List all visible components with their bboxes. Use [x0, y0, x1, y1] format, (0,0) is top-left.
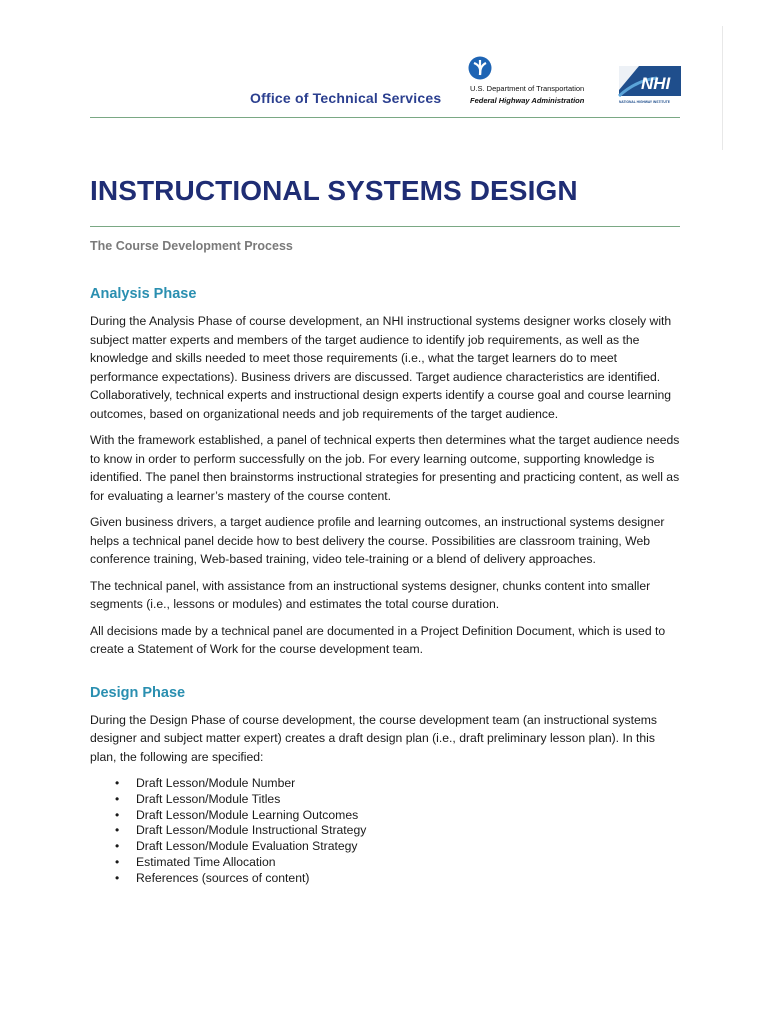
dot-line2: Federal Highway Administration [470, 96, 585, 105]
list-item [90, 839, 680, 855]
design-plan-list [90, 776, 680, 887]
list-item-text: Estimated Time Allocation [136, 854, 276, 869]
list-item [90, 823, 680, 839]
nhi-tagline: NATIONAL HIGHWAY INSTITUTE [619, 100, 670, 104]
analysis-paragraph-1: During the Analysis Phase of course development, an NHI instructional systems designer works closely with subject matter experts and members of the target audience to identify job requirements, as well as the knowledge and skills needed to meet those requirements (i.e., what the target learners do to meet performance expectations). Business drivers are discussed. Target audience characteristics are identified. Collaboratively, technical experts and instructional design experts identify a course goal and course learning outcomes, based on organizational needs and job requirements of the target audience. [90, 314, 672, 421]
nhi-logo-icon [617, 66, 681, 106]
title-divider [90, 226, 680, 227]
document-title: INSTRUCTIONAL SYSTEMS DESIGN [90, 175, 578, 206]
document-body [90, 286, 680, 887]
bullet-icon: • [115, 823, 120, 838]
bullet-icon: • [115, 807, 120, 822]
section-spacer [90, 667, 680, 685]
bullet-icon: • [115, 870, 120, 885]
list-item-text: Draft Lesson/Module Titles [136, 791, 281, 806]
dot-line1: U.S. Department of Transportation [470, 84, 585, 93]
analysis-phase-heading: Analysis Phase [90, 286, 197, 302]
list-item [90, 792, 680, 808]
office-title: Office of Technical Services [250, 90, 442, 106]
list-item [90, 808, 680, 824]
dot-logo-icon [468, 56, 492, 80]
list-item-text: References (sources of content) [136, 870, 310, 885]
document-subtitle: The Course Development Process [90, 239, 293, 253]
list-item-text: Draft Lesson/Module Instructional Strategy [136, 823, 367, 838]
list-item-text: Draft Lesson/Module Evaluation Strategy [136, 839, 358, 854]
list-item [90, 776, 680, 792]
document-header [0, 0, 768, 124]
dot-agency-name [470, 83, 584, 107]
analysis-paragraph-2: With the framework established, a panel of technical experts then determines what the target audience needs to know in order to perform successfully on the job. For every learning outcome, supporting knowledge is identified. The panel then brainstorms instructional strategies for presenting and practicing content, as well as for evaluating a learner’s mastery of the course content. [90, 433, 680, 503]
bullet-icon: • [115, 854, 120, 869]
bullet-icon: • [115, 839, 120, 854]
analysis-paragraph-4: The technical panel, with assistance from an instructional systems designer, chunks content into smaller segments (i.e., lessons or modules) and estimates the total course duration. [90, 578, 651, 611]
design-intro-paragraph: During the Design Phase of course development, the course development team (an instructional systems designer and subject matter expert) creates a draft design plan (i.e., draft preliminary lesson plan). In this plan, the following are specified: [90, 712, 658, 764]
bullet-icon: • [115, 776, 120, 790]
list-item-text: Draft Lesson/Module Learning Outcomes [136, 807, 359, 822]
analysis-paragraph-3: Given business drivers, a target audience profile and learning outcomes, an instructional systems designer helps a technical panel decide how to best delivery the course. Possibilities are classroom training, Web conference training, Web-based training, video tele-training or a blend of delivery approaches. [90, 515, 665, 566]
header-divider [90, 117, 680, 118]
bullet-icon: • [115, 791, 120, 806]
list-item [90, 855, 680, 871]
nhi-logo-text: NHI [641, 74, 671, 93]
list-item-text: Draft Lesson/Module Number [136, 776, 296, 790]
analysis-paragraph-5: All decisions made by a technical panel are documented in a Project Definition Document, which is used to create a Statement of Work for the course development team. [90, 623, 666, 656]
list-item [90, 871, 680, 887]
design-phase-heading: Design Phase [90, 684, 186, 701]
